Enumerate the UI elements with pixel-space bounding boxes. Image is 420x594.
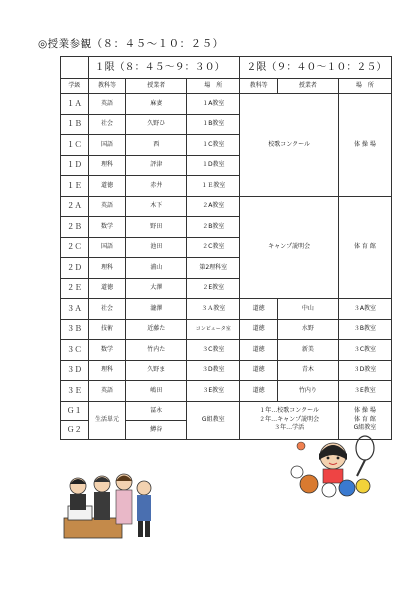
teacher-cell: 野田 — [126, 217, 187, 238]
teacher-cell: 大澤 — [126, 278, 187, 299]
header-place-2: 場 所 — [338, 79, 391, 94]
place-cell: ２C教室 — [187, 237, 240, 258]
header-place-1: 場 所 — [187, 79, 240, 94]
class-cell: ３Ｅ — [61, 381, 89, 402]
grade1-p2-place: 体 操 場 — [338, 94, 391, 197]
class-cell: ２Ｅ — [61, 278, 89, 299]
class-cell: １Ｂ — [61, 114, 89, 135]
g-p2-place-2: 体 育 館 — [354, 415, 376, 423]
period-header-row — [61, 57, 392, 79]
subject-cell: 数学 — [88, 340, 126, 361]
teacher-cell: 竹内た — [126, 340, 187, 361]
sports-girl-illustration — [285, 432, 385, 500]
p2-subject-cell: 道徳 — [240, 360, 278, 381]
g-p2-place-3: G組教室 — [353, 424, 377, 432]
place-cell: ３C教室 — [187, 340, 240, 361]
place-cell: １B教室 — [187, 114, 240, 135]
p2-teacher-cell: 中山 — [277, 299, 338, 320]
class-cell: ２Ａ — [61, 196, 89, 217]
class-cell: １Ｃ — [61, 135, 89, 156]
period-2-header: ２限（９：４０〜１０：２５） — [240, 57, 392, 79]
grade1-p2-activity: 校歌コンクール — [240, 94, 339, 197]
p2-place-cell: ３B教室 — [338, 319, 391, 340]
teacher-cell: 西 — [126, 135, 187, 156]
teacher-cell: 浦山 — [126, 258, 187, 279]
subject-cell: 国語 — [88, 237, 126, 258]
place-cell: ３D教室 — [187, 360, 240, 381]
teacher-cell: 久野ま — [126, 360, 187, 381]
header-subject-1: 教科等 — [88, 79, 126, 94]
p2-teacher-cell: 青木 — [277, 360, 338, 381]
class-cell: ２Ｃ — [61, 237, 89, 258]
table-row — [61, 381, 392, 402]
table-row — [61, 401, 392, 420]
header-subject-2: 教科等 — [240, 79, 278, 94]
subject-cell: 道徳 — [88, 278, 126, 299]
teacher-cell: 赤井 — [126, 176, 187, 197]
teacher-cell: 瀧澤 — [126, 299, 187, 320]
page-title: ◎授業参観（８：４５〜１０：２５） — [38, 38, 224, 50]
g-teacher-cell-2: 鱒谷 — [126, 420, 187, 439]
class-cell: ２Ｄ — [61, 258, 89, 279]
p2-teacher-cell: 新美 — [277, 340, 338, 361]
subject-cell: 技術 — [88, 319, 126, 340]
class-cell: ３Ａ — [61, 299, 89, 320]
subject-cell: 英語 — [88, 381, 126, 402]
place-cell: １D教室 — [187, 155, 240, 176]
g-p2-line-2: ２年…キャンプ説明会 — [259, 415, 320, 423]
teacher-cell: 嶋田 — [126, 381, 187, 402]
p2-teacher-cell: 水野 — [277, 319, 338, 340]
g-p2-line-3: ３年…学活 — [274, 424, 305, 432]
class-cell: ２Ｂ — [61, 217, 89, 238]
table-row — [61, 94, 392, 115]
class-cell: ３Ｄ — [61, 360, 89, 381]
subject-cell: 道徳 — [88, 176, 126, 197]
table-row — [61, 360, 392, 381]
column-header-row — [61, 79, 392, 94]
p2-subject-cell: 道徳 — [240, 299, 278, 320]
class-cell: １Ｅ — [61, 176, 89, 197]
place-cell: 第2理科室 — [187, 258, 240, 279]
p2-teacher-cell: 竹内り — [277, 381, 338, 402]
p2-subject-cell: 道徳 — [240, 340, 278, 361]
grade2-p2-place: 体 育 館 — [338, 196, 391, 299]
period-1-header: １限（８：４５〜９：３０） — [88, 57, 240, 79]
place-cell: １C教室 — [187, 135, 240, 156]
teacher-cell: 麻妻 — [126, 94, 187, 115]
teacher-cell: 久野ひ — [126, 114, 187, 135]
place-cell: コンピュータ室 — [187, 319, 240, 340]
g-subject-cell: 生活単元 — [88, 401, 126, 439]
header-teacher-2: 授業者 — [277, 79, 338, 94]
class-cell: Ｇ１ — [61, 401, 89, 420]
g-teacher-cell-1: 冨永 — [126, 401, 187, 420]
class-cell: ３Ｂ — [61, 319, 89, 340]
subject-cell: 英語 — [88, 94, 126, 115]
p2-place-cell: ３D教室 — [338, 360, 391, 381]
subject-cell: 国語 — [88, 135, 126, 156]
grade2-p2-activity: キャンプ説明会 — [240, 196, 339, 299]
place-cell: １Ｅ教室 — [187, 176, 240, 197]
class-cell: Ｇ２ — [61, 420, 89, 439]
place-cell: ２B教室 — [187, 217, 240, 238]
teacher-cell: 木下 — [126, 196, 187, 217]
table-row — [61, 319, 392, 340]
schedule-table — [60, 56, 392, 440]
place-cell: ３Ａ教室 — [187, 299, 240, 320]
p2-place-cell: ３A教室 — [338, 299, 391, 320]
p2-place-cell: ３E教室 — [338, 381, 391, 402]
g-p2-place-1: 体 操 場 — [354, 407, 376, 415]
place-cell: ３E教室 — [187, 381, 240, 402]
teacher-cell: 評津 — [126, 155, 187, 176]
subject-cell: 理科 — [88, 360, 126, 381]
class-cell: １Ａ — [61, 94, 89, 115]
subject-cell: 数学 — [88, 217, 126, 238]
header-teacher-1: 授業者 — [126, 79, 187, 94]
p2-place-cell: ３C教室 — [338, 340, 391, 361]
g-p2-line-1: １年…校歌コンクール — [259, 407, 319, 415]
subject-cell: 理科 — [88, 155, 126, 176]
p2-subject-cell: 道徳 — [240, 319, 278, 340]
g-place-cell: G組教室 — [187, 401, 240, 439]
teacher-cell: 近藤た — [126, 319, 187, 340]
classroom-illustration — [60, 462, 155, 544]
subject-cell: 理科 — [88, 258, 126, 279]
subject-cell: 社会 — [88, 114, 126, 135]
place-cell: ２E教室 — [187, 278, 240, 299]
teacher-cell: 池田 — [126, 237, 187, 258]
table-row — [61, 299, 392, 320]
class-cell: １Ｄ — [61, 155, 89, 176]
place-cell: ２A教室 — [187, 196, 240, 217]
class-cell: ３Ｃ — [61, 340, 89, 361]
subject-cell: 英語 — [88, 196, 126, 217]
header-class: 学級 — [61, 79, 89, 94]
p2-subject-cell: 道徳 — [240, 381, 278, 402]
subject-cell: 社会 — [88, 299, 126, 320]
table-row — [61, 340, 392, 361]
corner-cell — [61, 57, 89, 79]
place-cell: １A教室 — [187, 94, 240, 115]
table-row — [61, 196, 392, 217]
